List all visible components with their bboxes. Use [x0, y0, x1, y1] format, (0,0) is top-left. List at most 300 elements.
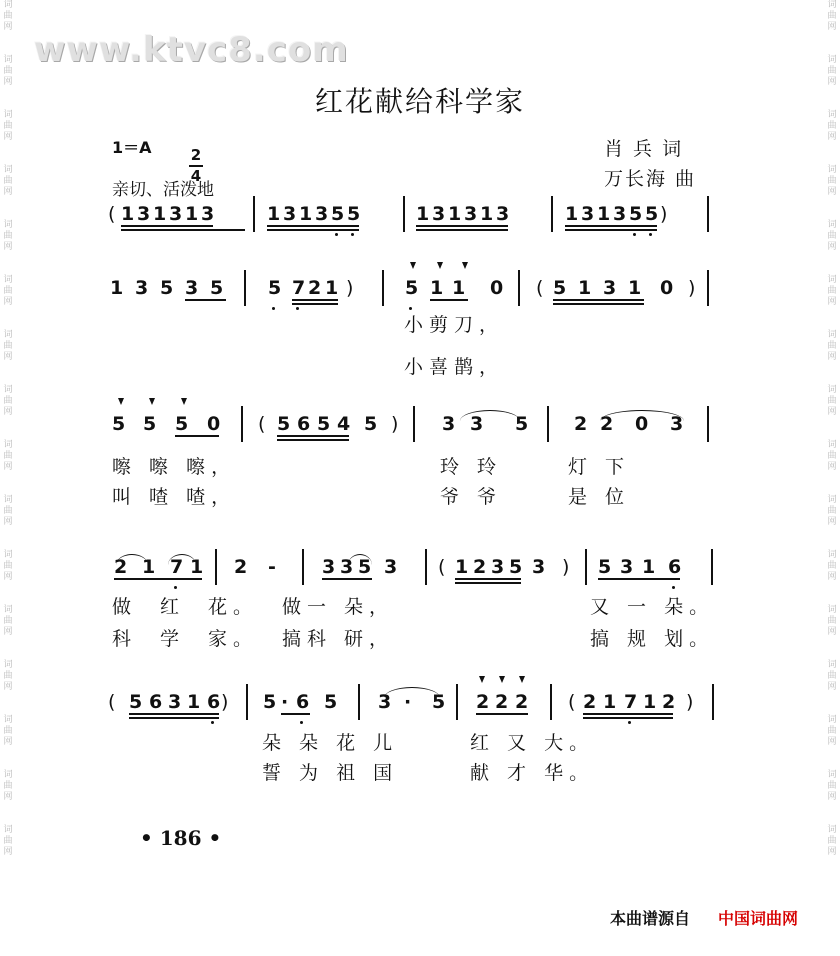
accent-mark [149, 398, 155, 405]
score-note: 3 [201, 203, 215, 225]
score-note: 3 [322, 556, 336, 578]
score-note: 3 [670, 413, 684, 435]
score-note: 3 [603, 277, 617, 299]
side-char: 词 [827, 660, 837, 670]
score-note: 3 [185, 277, 199, 299]
side-char: 曲 [3, 561, 13, 571]
score-note: 1 [643, 691, 657, 713]
score-note: 1 [142, 556, 156, 578]
side-char: 词 [827, 385, 837, 395]
side-char: 网 [827, 517, 837, 527]
barline [585, 549, 587, 585]
score-note: 5 [598, 556, 612, 578]
side-char: 曲 [3, 451, 13, 461]
octave-dot [296, 307, 299, 310]
beam-line [121, 229, 245, 231]
score-note: 2 [600, 413, 614, 435]
side-char: 网 [827, 572, 837, 582]
side-char: 词 [3, 495, 13, 505]
score-note: 7 [624, 691, 638, 713]
side-char: 词 [827, 275, 837, 285]
score-note: 5 [129, 691, 143, 713]
lyric-text: 做一 朵， [282, 596, 395, 618]
score-bracket: ) [686, 691, 694, 713]
score-note: 3 [384, 556, 398, 578]
side-char: 网 [3, 242, 13, 252]
beam-line [455, 582, 521, 584]
beam-line [553, 303, 644, 305]
side-char: 网 [3, 682, 13, 692]
score-bracket: ) [562, 556, 570, 578]
source-label: 本曲谱源自 [610, 909, 691, 928]
score-note: 3 [620, 556, 634, 578]
score-note: 5 [629, 203, 643, 225]
side-char: 曲 [827, 11, 837, 21]
score-note: 1 [187, 691, 201, 713]
side-char: 曲 [827, 561, 837, 571]
score-note: 2 [473, 556, 487, 578]
score-note: 2 [515, 691, 529, 713]
side-char: 曲 [827, 671, 837, 681]
accent-mark [410, 262, 416, 269]
beam-line [565, 229, 657, 231]
score-note: 1 [190, 556, 204, 578]
side-char: 曲 [3, 66, 13, 76]
score-note: 1 [642, 556, 656, 578]
lyric-text: 做 [112, 596, 138, 618]
beam-line [292, 303, 338, 305]
beam-line [175, 435, 219, 437]
score-note: 2 [234, 556, 248, 578]
beam-line [455, 578, 521, 580]
side-char: 词 [827, 165, 837, 175]
side-char: 网 [827, 682, 837, 692]
barline [403, 196, 405, 232]
score-note: 2 [583, 691, 597, 713]
score-bracket: ( [568, 691, 576, 713]
score-note: 5 [317, 413, 331, 435]
score-note: 3 [496, 203, 510, 225]
side-char: 词 [3, 605, 13, 615]
side-char: 网 [3, 297, 13, 307]
side-char: 词 [3, 715, 13, 725]
score-note: 1 [448, 203, 462, 225]
score-note: 3 [464, 203, 478, 225]
score-bracket: ) [660, 203, 668, 225]
barline [302, 549, 304, 585]
side-char: 网 [3, 627, 13, 637]
score-note: 1 [110, 277, 124, 299]
beam-line [267, 229, 359, 231]
score-note: 3 [491, 556, 505, 578]
side-char: 网 [827, 847, 837, 857]
score-note: 2 [308, 277, 322, 299]
side-char: 曲 [827, 506, 837, 516]
barline [253, 196, 255, 232]
barline [707, 196, 709, 232]
side-char: 网 [3, 22, 13, 32]
side-char: 曲 [3, 341, 13, 351]
accent-mark [181, 398, 187, 405]
side-char: 网 [827, 297, 837, 307]
score-note: 6 [668, 556, 682, 578]
barline [215, 549, 217, 585]
accent-mark [118, 398, 124, 405]
side-char: 网 [827, 22, 837, 32]
barline [518, 270, 520, 306]
beam-line [583, 717, 673, 719]
side-char: 词 [827, 55, 837, 65]
score-note: 3 [283, 203, 297, 225]
beam-line [129, 713, 219, 715]
beam-line [129, 717, 219, 719]
score-note: 3 [532, 556, 546, 578]
score-note: 5 [175, 413, 189, 435]
side-char: 网 [3, 462, 13, 472]
side-char: 曲 [3, 286, 13, 296]
score-note: 0 [490, 277, 504, 299]
score-note: 5 [645, 203, 659, 225]
score-note: 3 [613, 203, 627, 225]
score-note: 2 [574, 413, 588, 435]
side-char: 网 [827, 407, 837, 417]
score-note: 6 [296, 691, 310, 713]
lyric-text: 爷 爷 [440, 486, 503, 508]
octave-dot [351, 233, 354, 236]
barline [413, 406, 415, 442]
score-note: 5 [405, 277, 419, 299]
slur-arc [384, 687, 440, 698]
side-char: 词 [3, 385, 13, 395]
accent-mark [479, 676, 485, 683]
score-note: 3 [432, 203, 446, 225]
octave-dot [211, 721, 214, 724]
side-char: 网 [3, 187, 13, 197]
side-char: 词 [3, 110, 13, 120]
score-note: 1 [578, 277, 592, 299]
beam-line [598, 578, 680, 580]
meter-bottom: 4 [190, 167, 202, 185]
score-note: 3 [470, 413, 484, 435]
beam-line [277, 435, 349, 437]
score-note: 1 [565, 203, 579, 225]
barline [707, 270, 709, 306]
lyric-text: 搞科 研， [282, 628, 395, 650]
score-bracket: ) [688, 277, 696, 299]
side-char: 网 [827, 77, 837, 87]
score-note: 5 [268, 277, 282, 299]
side-char: 曲 [3, 506, 13, 516]
side-char: 曲 [827, 176, 837, 186]
lyric-text: 嚓 嚓 嚓， [112, 456, 237, 478]
score-note: 5 [509, 556, 523, 578]
score-note: 5 [277, 413, 291, 435]
score-bracket: ( [536, 277, 544, 299]
score-note: 3 [581, 203, 595, 225]
side-char: 曲 [827, 341, 837, 351]
score-note: 1 [455, 556, 469, 578]
barline [358, 684, 360, 720]
barline [244, 270, 246, 306]
lyric-text: 家。 [208, 628, 259, 650]
score-note: 3 [442, 413, 456, 435]
slur-arc [600, 410, 684, 421]
score-note: 1 [480, 203, 494, 225]
score-note: 1 [597, 203, 611, 225]
score-note: 5 [263, 691, 277, 713]
side-char: 网 [3, 792, 13, 802]
barline [425, 549, 427, 585]
side-char: 曲 [827, 836, 837, 846]
score-note: · [281, 691, 289, 713]
side-char: 曲 [827, 616, 837, 626]
side-char: 曲 [3, 836, 13, 846]
score-note: 1 [430, 277, 444, 299]
score-note: 3 [135, 277, 149, 299]
lyric-text: 朵 朵 花 儿 [262, 732, 399, 754]
side-watermark-left [2, 0, 14, 956]
score-bracket: ) [346, 277, 354, 299]
side-char: 词 [3, 165, 13, 175]
score-note: 2 [476, 691, 490, 713]
side-char: 网 [3, 407, 13, 417]
side-char: 曲 [827, 231, 837, 241]
beam-line [114, 578, 202, 580]
score-note: 1 [153, 203, 167, 225]
page-number: • 186 • [140, 826, 222, 850]
lyric-text: 玲 玲 [440, 456, 503, 478]
lyric-text: 搞 规 划。 [590, 628, 715, 650]
side-char: 曲 [827, 121, 837, 131]
score-note: 5 [160, 277, 174, 299]
side-char: 网 [827, 242, 837, 252]
side-char: 词 [827, 0, 837, 10]
side-char: 曲 [827, 451, 837, 461]
side-char: 词 [3, 275, 13, 285]
beam-line [476, 713, 528, 715]
side-char: 网 [3, 847, 13, 857]
source-site: 中国词曲网 [718, 909, 799, 928]
side-char: 词 [827, 440, 837, 450]
lyric-text: 红 又 大。 [470, 732, 595, 754]
beam-line [121, 225, 213, 227]
score-note: 6 [297, 413, 311, 435]
score-note: 3 [378, 691, 392, 713]
beam-line [416, 225, 508, 227]
barline [711, 549, 713, 585]
side-char: 网 [827, 792, 837, 802]
side-char: 网 [827, 132, 837, 142]
side-char: 网 [827, 187, 837, 197]
octave-dot [628, 721, 631, 724]
lyricist-credit: 肖 兵 词 [604, 138, 684, 160]
side-char: 曲 [3, 396, 13, 406]
side-char: 词 [827, 715, 837, 725]
score-note: 0 [660, 277, 674, 299]
score-note: 3 [169, 203, 183, 225]
score-note: 1 [628, 277, 642, 299]
score-note: 7 [292, 277, 306, 299]
score-note: 1 [121, 203, 135, 225]
beam-line [430, 299, 468, 301]
octave-dot [672, 586, 675, 589]
side-char: 词 [827, 220, 837, 230]
side-char: 词 [3, 825, 13, 835]
beam-line [416, 229, 508, 231]
beam-line [292, 299, 338, 301]
side-char: 曲 [3, 671, 13, 681]
score-bracket: ) [391, 413, 399, 435]
barline [551, 196, 553, 232]
side-char: 词 [827, 495, 837, 505]
beam-line [553, 299, 644, 301]
score-note: 3 [340, 556, 354, 578]
side-char: 曲 [827, 286, 837, 296]
side-char: 词 [827, 825, 837, 835]
lyric-text: 小喜鹊， [404, 356, 505, 378]
beam-line [267, 225, 359, 227]
side-char: 词 [827, 110, 837, 120]
barline [712, 684, 714, 720]
score-bracket: ) [221, 691, 229, 713]
side-char: 曲 [3, 781, 13, 791]
side-char: 词 [3, 220, 13, 230]
beam-line [583, 713, 673, 715]
barline [707, 406, 709, 442]
side-char: 网 [827, 627, 837, 637]
lyric-text: 献 才 华。 [470, 762, 595, 784]
score-bracket: ( [108, 203, 116, 225]
side-char: 曲 [3, 176, 13, 186]
accent-mark [519, 676, 525, 683]
octave-dot [633, 233, 636, 236]
score-note: 5 [358, 556, 372, 578]
side-char: 词 [827, 770, 837, 780]
score-note: 5 [331, 203, 345, 225]
score-note: 5 [210, 277, 224, 299]
score-note: 1 [185, 203, 199, 225]
side-char: 词 [3, 55, 13, 65]
beam-line [277, 439, 349, 441]
barline [382, 270, 384, 306]
site-watermark: www.ktvc8.com [34, 30, 349, 70]
score-note: 5 [324, 691, 338, 713]
octave-dot [335, 233, 338, 236]
score-note: 3 [137, 203, 151, 225]
lyric-text: 又 一 朵。 [590, 596, 715, 618]
barline [547, 406, 549, 442]
side-watermark-right [826, 0, 838, 956]
tempo-marking: 亲切、活泼地 [112, 180, 214, 200]
octave-dot [409, 307, 412, 310]
side-char: 网 [3, 352, 13, 362]
score-note: 5 [347, 203, 361, 225]
score-note: 5 [553, 277, 567, 299]
lyric-text: 学 [160, 628, 186, 650]
side-char: 网 [827, 462, 837, 472]
composer-credit: 万长海 曲 [604, 168, 697, 190]
score-note: 1 [452, 277, 466, 299]
side-char: 曲 [827, 726, 837, 736]
score-bracket: ( [258, 413, 266, 435]
side-char: 曲 [3, 121, 13, 131]
score-note: 1 [299, 203, 313, 225]
score-bracket: ( [438, 556, 446, 578]
side-char: 词 [3, 330, 13, 340]
beam-line [322, 578, 372, 580]
score-note: 1 [416, 203, 430, 225]
side-char: 网 [3, 77, 13, 87]
lyric-text: 灯 下 [568, 456, 631, 478]
side-char: 词 [827, 550, 837, 560]
octave-dot [300, 721, 303, 724]
side-char: 词 [3, 440, 13, 450]
side-char: 曲 [3, 726, 13, 736]
score-note: 5 [432, 691, 446, 713]
side-char: 词 [827, 605, 837, 615]
key-signature: 1＝A [112, 138, 152, 157]
side-char: 曲 [3, 231, 13, 241]
octave-dot [649, 233, 652, 236]
beam-line [281, 713, 310, 715]
score-note: 6 [149, 691, 163, 713]
side-char: 曲 [3, 616, 13, 626]
score-note: 3 [315, 203, 329, 225]
score-note: 6 [207, 691, 221, 713]
score-note: 2 [662, 691, 676, 713]
side-char: 词 [827, 330, 837, 340]
accent-mark [462, 262, 468, 269]
score-note: 5 [364, 413, 378, 435]
lyric-text: 誓 为 祖 国 [262, 762, 399, 784]
octave-dot [272, 307, 275, 310]
score-note: 5 [515, 413, 529, 435]
side-char: 词 [3, 770, 13, 780]
score-note: 7 [170, 556, 184, 578]
accent-mark [437, 262, 443, 269]
side-char: 词 [3, 660, 13, 670]
side-char: 曲 [827, 781, 837, 791]
score-note: 3 [168, 691, 182, 713]
side-char: 词 [3, 550, 13, 560]
score-note: 2 [114, 556, 128, 578]
score-note: 1 [603, 691, 617, 713]
slur-arc [460, 410, 520, 421]
song-title: 红花献给科学家 [314, 85, 525, 118]
score-note: 0 [635, 413, 649, 435]
lyric-text: 红 [160, 596, 186, 618]
beam-line [565, 225, 657, 227]
side-char: 网 [827, 737, 837, 747]
octave-dot [174, 586, 177, 589]
beam-line [185, 299, 226, 301]
lyric-text: 是 位 [568, 486, 631, 508]
lyric-text: 叫 喳 喳， [112, 486, 237, 508]
side-char: 曲 [827, 66, 837, 76]
side-char: 网 [3, 572, 13, 582]
score-note: · [404, 691, 412, 713]
meter-top: 2 [189, 146, 203, 167]
side-char: 网 [3, 517, 13, 527]
lyric-text: 小剪刀， [404, 314, 505, 336]
accent-mark [499, 676, 505, 683]
barline [241, 406, 243, 442]
side-char: 曲 [827, 396, 837, 406]
score-note: 4 [337, 413, 351, 435]
lyric-text: 花。 [208, 596, 259, 618]
lyric-text: 科 [112, 628, 138, 650]
score-note: 0 [207, 413, 221, 435]
